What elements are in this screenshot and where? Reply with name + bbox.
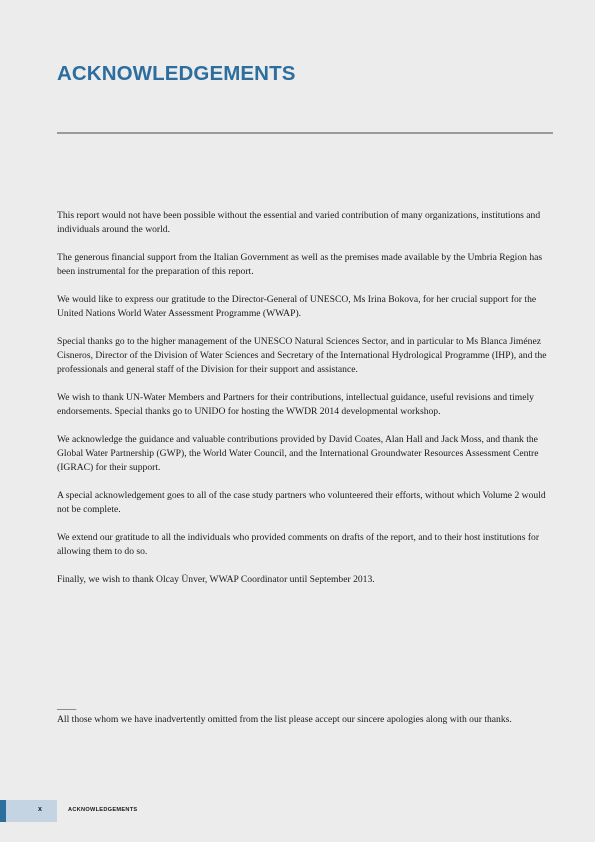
page-title: ACKNOWLEDGEMENTS bbox=[57, 62, 296, 85]
running-footer-label: ACKNOWLEDGEMENTS bbox=[68, 807, 138, 813]
page-number: x bbox=[38, 806, 42, 813]
paragraph: The generous financial support from the Italian Government as well as the premises made available by the Umbria Region has been instrumental for the preparation of this report. bbox=[57, 252, 543, 277]
paragraph: Finally, we wish to thank Olcay Ünver, WWAP Coordinator until September 2013. bbox=[57, 574, 375, 585]
footnote-text: All those whom we have inadvertently omitted from the list please accept our sincere apologies along with our thanks. bbox=[57, 714, 512, 725]
paragraph: We extend our gratitude to all the individuals who provided comments on drafts of the report, and to their host institutions for allowing them to do so. bbox=[57, 532, 540, 557]
paragraph: Special thanks go to the higher management of the UNESCO Natural Sciences Sector, and in particular to Ms Blanca Jiménez Cisneros, Director of the Division of Water Sciences and Secretary of the International Hydrological Programme (IHP), and the professionals and general staff of the Division for their support and assistance. bbox=[57, 336, 547, 375]
title-divider bbox=[57, 132, 553, 134]
paragraph: We wish to thank UN-Water Members and Partners for their contributions, intellectual guidance, useful revisions and timely endorsements. Special thanks go to UNIDO for hosting the WWDR 2014 developmental workshop. bbox=[57, 392, 534, 417]
paragraph: We acknowledge the guidance and valuable contributions provided by David Coates, Alan Hall and Jack Moss, and thank the Global Water Partnership (GWP), the World Water Council, and the International Groundwater Resources Assessment Centre (IGRAC) for their support. bbox=[57, 434, 539, 473]
footnote-marker: ____ bbox=[57, 701, 77, 712]
footer-tab-accent bbox=[0, 800, 6, 822]
paragraph: A special acknowledgement goes to all of the case study partners who volunteered their efforts, without which Volume 2 would not be complete. bbox=[57, 490, 546, 515]
paragraph: This report would not have been possible without the essential and varied contribution of many organizations, institutions and individuals around the world. bbox=[57, 210, 541, 235]
paragraph: We would like to express our gratitude to the Director-General of UNESCO, Ms Irina Bokova, for her crucial support for the United Nations World Water Assessment Programme (WWAP). bbox=[57, 294, 537, 319]
acknowledgements-body bbox=[57, 209, 557, 601]
footer-tab bbox=[0, 800, 57, 822]
